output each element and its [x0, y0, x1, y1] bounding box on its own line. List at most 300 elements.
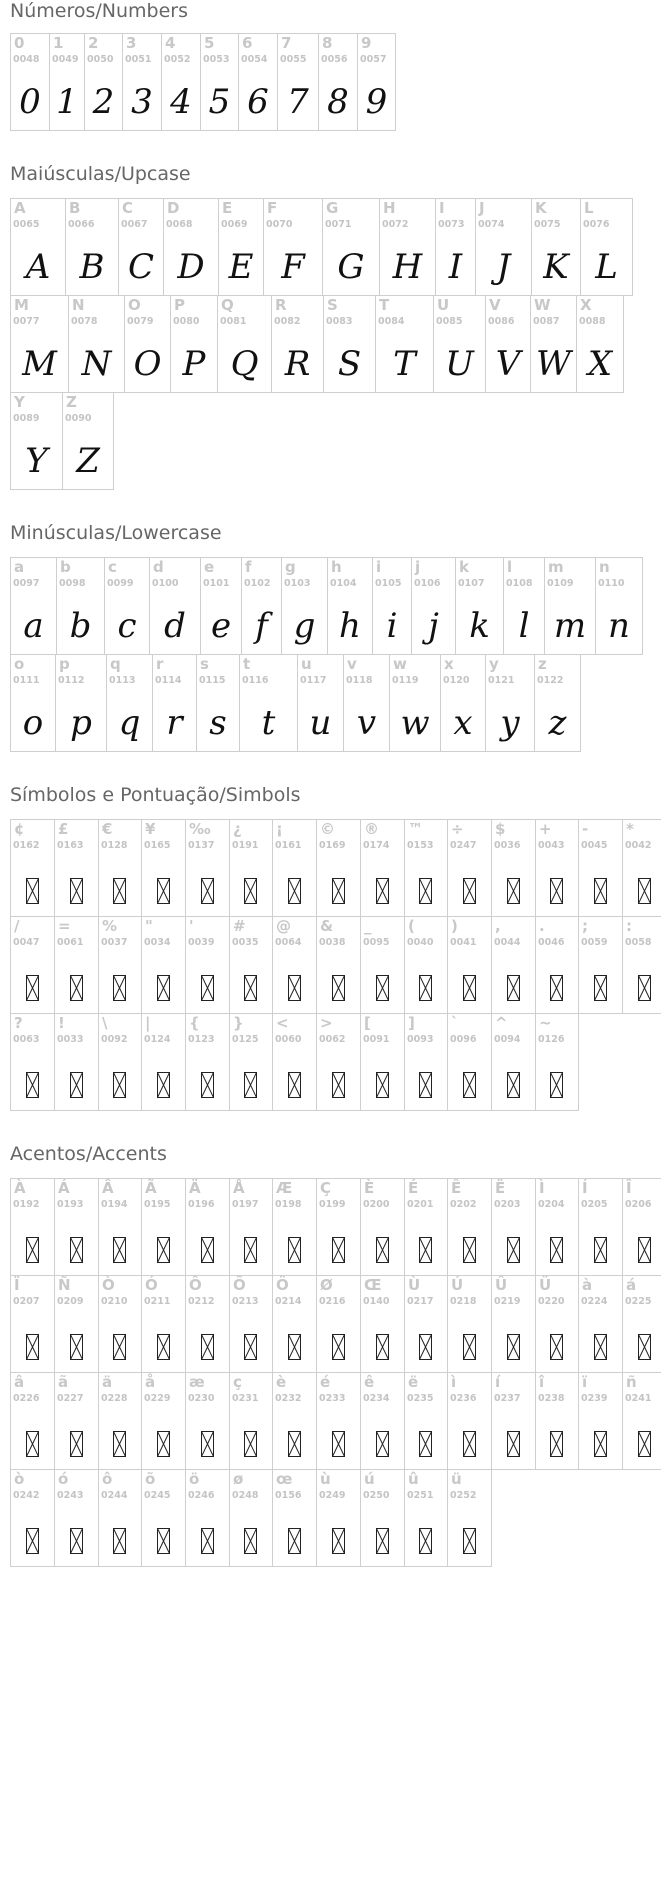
glyph-character-label: ê — [364, 1373, 375, 1391]
glyph-cell — [84, 33, 123, 131]
glyph-cell — [272, 819, 317, 917]
glyph-cell — [98, 819, 142, 917]
glyph-code-label: 0100 — [152, 578, 179, 589]
glyph-cell — [323, 295, 376, 393]
missing-glyph-icon — [550, 1237, 563, 1263]
glyph-cell — [535, 819, 579, 917]
glyph-code-label: 0247 — [450, 840, 477, 851]
glyph-code-label: 0044 — [494, 937, 521, 948]
glyph-cell — [196, 654, 240, 752]
glyph-character-label: [ — [364, 1014, 371, 1032]
glyph-character-label: ; — [582, 917, 588, 935]
glyph-sample: W — [536, 344, 571, 384]
glyph-character-label: R — [275, 296, 287, 314]
glyph-code-label: 0061 — [57, 937, 84, 948]
glyph-character-label: ö — [189, 1470, 200, 1488]
glyph-character-label: í — [495, 1373, 501, 1391]
glyph-cell — [475, 198, 532, 296]
glyph-cell — [404, 1372, 448, 1470]
glyph-cell — [357, 33, 396, 131]
glyph-cell — [360, 1013, 405, 1111]
glyph-code-label: 0110 — [598, 578, 625, 589]
glyph-character-label: + — [539, 820, 552, 838]
glyph-code-label: 0047 — [13, 937, 40, 948]
glyph-code-label: 0225 — [625, 1296, 652, 1307]
glyph-code-label: 0080 — [173, 316, 200, 327]
glyph-sample: j — [428, 606, 439, 646]
glyph-character-label: - — [582, 820, 589, 838]
glyph-code-label: 0207 — [13, 1296, 40, 1307]
glyph-cell — [404, 1275, 448, 1373]
glyph-character-label: ' — [189, 917, 194, 935]
glyph-sample: 5 — [208, 82, 231, 122]
glyph-code-label: 0126 — [538, 1034, 565, 1045]
missing-glyph-icon — [157, 975, 170, 1001]
glyph-code-label: 0244 — [101, 1490, 128, 1501]
glyph-cell — [411, 557, 456, 655]
glyph-character-label: Ã — [145, 1179, 157, 1197]
glyph-sample: h — [339, 606, 361, 646]
missing-glyph-icon — [507, 1072, 520, 1098]
glyph-cell — [578, 819, 623, 917]
missing-glyph-icon — [332, 878, 345, 904]
glyph-character-label: Ë — [495, 1179, 506, 1197]
missing-glyph-icon — [463, 975, 476, 1001]
glyph-character-label: p — [59, 655, 70, 673]
glyph-sample: I — [448, 247, 463, 287]
glyph-code-label: 0095 — [363, 937, 390, 948]
glyph-cell — [54, 1013, 99, 1111]
glyph-cell — [404, 1013, 448, 1111]
missing-glyph-icon — [244, 1237, 257, 1263]
missing-glyph-icon — [201, 1431, 214, 1457]
glyph-cell — [360, 916, 405, 1014]
glyph-character-label: ü — [451, 1470, 462, 1488]
missing-glyph-icon — [244, 1528, 257, 1554]
glyph-character-label: ô — [102, 1470, 113, 1488]
missing-glyph-icon — [550, 1431, 563, 1457]
glyph-character-label: n — [599, 558, 610, 576]
glyph-cell — [141, 1469, 186, 1567]
glyph-cell — [447, 916, 492, 1014]
glyph-cell — [10, 1178, 55, 1276]
missing-glyph-icon — [113, 975, 126, 1001]
glyph-character-label: ø — [233, 1470, 244, 1488]
glyph-cell — [65, 198, 119, 296]
glyph-code-label: 0060 — [275, 1034, 302, 1045]
glyph-character-label: € — [102, 820, 113, 838]
glyph-cell — [578, 916, 623, 1014]
glyph-character-label: s — [200, 655, 209, 673]
glyph-code-label: 0108 — [506, 578, 533, 589]
glyph-sample: a — [23, 606, 44, 646]
glyph-character-label: J — [479, 199, 485, 217]
missing-glyph-icon — [244, 1334, 257, 1360]
glyph-cell — [141, 1372, 186, 1470]
glyph-sample: E — [228, 247, 254, 287]
glyph-sample: 8 — [327, 82, 349, 122]
glyph-code-label: 0193 — [57, 1199, 84, 1210]
missing-glyph-icon — [376, 1528, 389, 1554]
glyph-cell — [62, 392, 114, 490]
glyph-character-label: C — [122, 199, 134, 217]
glyph-code-label: 0239 — [581, 1393, 608, 1404]
glyph-character-label: õ — [145, 1470, 156, 1488]
missing-glyph-icon — [332, 975, 345, 1001]
glyph-cell — [435, 198, 476, 296]
glyph-cell — [49, 33, 85, 131]
glyph-code-label: 0163 — [57, 840, 84, 851]
glyph-code-label: 0039 — [188, 937, 215, 948]
glyph-character-label: v — [347, 655, 357, 673]
glyph-cell — [141, 916, 186, 1014]
glyph-character-label: 1 — [53, 34, 64, 52]
glyph-cell — [10, 557, 57, 655]
glyph-code-label: 0078 — [71, 316, 98, 327]
glyph-cell — [316, 1013, 361, 1111]
glyph-character-label: ¥ — [145, 820, 156, 838]
glyph-cell — [10, 33, 50, 131]
missing-glyph-icon — [201, 975, 214, 1001]
missing-glyph-icon — [157, 878, 170, 904]
glyph-code-label: 0248 — [232, 1490, 259, 1501]
glyph-code-label: 0206 — [625, 1199, 652, 1210]
glyph-code-label: 0122 — [537, 675, 564, 686]
missing-glyph-icon — [594, 1431, 607, 1457]
glyph-code-label: 0237 — [494, 1393, 521, 1404]
glyph-code-label: 0191 — [232, 840, 259, 851]
glyph-character-label: Œ — [364, 1276, 382, 1294]
missing-glyph-icon — [507, 975, 520, 1001]
glyph-code-label: 0057 — [360, 54, 387, 65]
glyph-code-label: 0041 — [450, 937, 477, 948]
missing-glyph-icon — [244, 975, 257, 1001]
missing-glyph-icon — [463, 1431, 476, 1457]
glyph-code-label: 0111 — [13, 675, 40, 686]
glyph-character-label: ÷ — [451, 820, 464, 838]
glyph-row — [10, 1178, 661, 1276]
missing-glyph-icon — [288, 1072, 301, 1098]
glyph-code-label: 0063 — [13, 1034, 40, 1045]
section-title-acentos-accents: Acentos/Accents — [10, 1143, 167, 1165]
glyph-character-label: ® — [364, 820, 379, 838]
glyph-cell — [404, 819, 448, 917]
glyph-code-label: 0105 — [375, 578, 402, 589]
glyph-cell — [622, 916, 661, 1014]
glyph-code-label: 0085 — [436, 316, 463, 327]
glyph-code-label: 0043 — [538, 840, 565, 851]
missing-glyph-icon — [113, 1072, 126, 1098]
missing-glyph-icon — [113, 1334, 126, 1360]
glyph-code-label: 0209 — [57, 1296, 84, 1307]
glyph-code-label: 0086 — [488, 316, 515, 327]
glyph-character-label: é — [320, 1373, 331, 1391]
glyph-code-label: 0231 — [232, 1393, 259, 1404]
missing-glyph-icon — [550, 975, 563, 1001]
missing-glyph-icon — [113, 1237, 126, 1263]
glyph-character-label: Ò — [102, 1276, 115, 1294]
glyph-code-label: 0101 — [203, 578, 230, 589]
glyph-code-label: 0251 — [407, 1490, 434, 1501]
glyph-character-label: x — [444, 655, 454, 673]
glyph-code-label: 0241 — [625, 1393, 652, 1404]
glyph-sample: U — [445, 344, 474, 384]
glyph-character-label: , — [495, 917, 501, 935]
glyph-character-label: e — [204, 558, 215, 576]
glyph-code-label: 0102 — [244, 578, 271, 589]
missing-glyph-icon — [70, 1237, 83, 1263]
glyph-code-label: 0153 — [407, 840, 434, 851]
missing-glyph-icon — [157, 1334, 170, 1360]
glyph-sample: b — [69, 606, 92, 646]
glyph-sample: L — [595, 247, 618, 287]
glyph-cell — [272, 916, 317, 1014]
missing-glyph-icon — [507, 1334, 520, 1360]
glyph-code-label: 0229 — [144, 1393, 171, 1404]
missing-glyph-icon — [419, 1528, 432, 1554]
glyph-character-label: } — [233, 1014, 244, 1032]
glyph-cell — [271, 295, 324, 393]
glyph-cell — [98, 1013, 142, 1111]
glyph-code-label: 0092 — [101, 1034, 128, 1045]
glyph-row — [10, 33, 395, 131]
glyph-cell — [360, 1178, 405, 1276]
glyph-code-label: 0242 — [13, 1490, 40, 1501]
missing-glyph-icon — [157, 1237, 170, 1263]
glyph-code-label: 0194 — [101, 1199, 128, 1210]
glyph-cell — [447, 1013, 492, 1111]
missing-glyph-icon — [157, 1072, 170, 1098]
glyph-code-label: 0203 — [494, 1199, 521, 1210]
glyph-code-label: 0114 — [155, 675, 182, 686]
glyph-character-label: d — [153, 558, 164, 576]
missing-glyph-icon — [463, 1237, 476, 1263]
glyph-cell — [229, 819, 273, 917]
glyph-code-label: 0049 — [52, 54, 79, 65]
missing-glyph-icon — [419, 1334, 432, 1360]
glyph-cell — [54, 819, 99, 917]
glyph-cell — [389, 654, 441, 752]
glyph-cell — [455, 557, 504, 655]
glyph-sample: S — [337, 344, 362, 384]
glyph-character-label: ? — [14, 1014, 23, 1032]
glyph-code-label: 0074 — [478, 219, 505, 230]
glyph-cell — [485, 654, 535, 752]
glyph-character-label: ï — [582, 1373, 588, 1391]
glyph-cell — [185, 916, 230, 1014]
glyph-cell — [578, 1178, 623, 1276]
glyph-code-label: 0243 — [57, 1490, 84, 1501]
glyph-code-label: 0084 — [378, 316, 405, 327]
missing-glyph-icon — [157, 1431, 170, 1457]
glyph-character-label: H — [383, 199, 396, 217]
missing-glyph-icon — [638, 1431, 651, 1457]
glyph-code-label: 0099 — [107, 578, 134, 589]
glyph-sample: O — [133, 344, 162, 384]
glyph-character-label: b — [60, 558, 71, 576]
glyph-cell — [229, 1469, 273, 1567]
glyph-code-label: 0128 — [101, 840, 128, 851]
glyph-character-label: = — [58, 917, 71, 935]
glyph-sample: n — [608, 606, 630, 646]
glyph-cell — [241, 557, 282, 655]
glyph-cell — [535, 1178, 579, 1276]
glyph-character-label: V — [489, 296, 501, 314]
glyph-character-label: Ñ — [58, 1276, 71, 1294]
missing-glyph-icon — [376, 1072, 389, 1098]
glyph-cell — [54, 1275, 99, 1373]
glyph-code-label: 0075 — [534, 219, 561, 230]
glyph-code-label: 0224 — [581, 1296, 608, 1307]
glyph-code-label: 0037 — [101, 937, 128, 948]
missing-glyph-icon — [638, 1237, 651, 1263]
glyph-row — [10, 557, 642, 655]
glyph-code-label: 0204 — [538, 1199, 565, 1210]
missing-glyph-icon — [244, 1072, 257, 1098]
missing-glyph-icon — [201, 1072, 214, 1098]
glyph-character-label: ó — [58, 1470, 69, 1488]
glyph-code-label: 0040 — [407, 937, 434, 948]
glyph-code-label: 0106 — [414, 578, 441, 589]
glyph-cell — [360, 819, 405, 917]
missing-glyph-icon — [376, 1237, 389, 1263]
glyph-code-label: 0042 — [625, 840, 652, 851]
glyph-character-label: 7 — [281, 34, 292, 52]
missing-glyph-icon — [463, 1072, 476, 1098]
glyph-code-label: 0068 — [166, 219, 193, 230]
glyph-cell — [54, 1178, 99, 1276]
glyph-sample: s — [209, 703, 227, 743]
glyph-cell — [578, 1275, 623, 1373]
glyph-code-label: 0070 — [266, 219, 293, 230]
glyph-cell — [218, 198, 264, 296]
missing-glyph-icon — [332, 1431, 345, 1457]
glyph-code-label: 0116 — [242, 675, 269, 686]
glyph-sample: X — [587, 344, 613, 384]
glyph-character-label: c — [108, 558, 117, 576]
glyph-character-label: k — [459, 558, 469, 576]
glyph-cell — [447, 1178, 492, 1276]
glyph-code-label: 0091 — [363, 1034, 390, 1045]
glyph-character-label: Ì — [539, 1179, 545, 1197]
missing-glyph-icon — [419, 1431, 432, 1457]
glyph-character-label: l — [507, 558, 513, 576]
glyph-code-label: 0197 — [232, 1199, 259, 1210]
glyph-sample: w — [400, 703, 430, 743]
glyph-cell — [578, 1372, 623, 1470]
missing-glyph-icon — [594, 878, 607, 904]
missing-glyph-icon — [332, 1528, 345, 1554]
glyph-character-label: u — [301, 655, 312, 673]
glyph-code-label: 0210 — [101, 1296, 128, 1307]
missing-glyph-icon — [638, 1334, 651, 1360]
glyph-cell — [217, 295, 272, 393]
glyph-cell — [503, 557, 545, 655]
glyph-cell — [98, 1275, 142, 1373]
glyph-sample: m — [553, 606, 587, 646]
glyph-code-label: 0205 — [581, 1199, 608, 1210]
glyph-code-label: 0096 — [450, 1034, 477, 1045]
glyph-code-label: 0137 — [188, 840, 215, 851]
glyph-code-label: 0109 — [547, 578, 574, 589]
missing-glyph-icon — [376, 878, 389, 904]
glyph-character-label: Õ — [233, 1276, 246, 1294]
glyph-character-label: å — [145, 1373, 156, 1391]
glyph-row — [10, 295, 623, 393]
missing-glyph-icon — [26, 878, 39, 904]
glyph-cell — [163, 198, 219, 296]
glyph-cell — [141, 1013, 186, 1111]
missing-glyph-icon — [201, 1334, 214, 1360]
glyph-code-label: 0238 — [538, 1393, 565, 1404]
missing-glyph-icon — [550, 1072, 563, 1098]
glyph-cell — [239, 654, 298, 752]
glyph-cell — [360, 1372, 405, 1470]
glyph-cell — [263, 198, 323, 296]
glyph-character-label: Ê — [451, 1179, 462, 1197]
glyph-character-label: ‰ — [189, 820, 211, 838]
glyph-code-label: 0113 — [109, 675, 136, 686]
glyph-code-label: 0033 — [57, 1034, 84, 1045]
glyph-cell — [10, 295, 69, 393]
glyph-character-label: : — [626, 917, 632, 935]
glyph-character-label: N — [72, 296, 85, 314]
glyph-character-label: / — [14, 917, 20, 935]
missing-glyph-icon — [507, 1237, 520, 1263]
glyph-cell — [535, 916, 579, 1014]
glyph-cell — [272, 1013, 317, 1111]
glyph-character-label: ~ — [539, 1014, 552, 1032]
glyph-sample: 7 — [287, 82, 309, 122]
glyph-cell — [170, 295, 218, 393]
missing-glyph-icon — [70, 1528, 83, 1554]
glyph-code-label: 0140 — [363, 1296, 390, 1307]
glyph-code-label: 0046 — [538, 937, 565, 948]
glyph-character-label: É — [408, 1179, 419, 1197]
glyph-cell — [185, 1469, 230, 1567]
glyph-character-label: ¡ — [276, 820, 283, 838]
missing-glyph-icon — [419, 1237, 432, 1263]
missing-glyph-icon — [26, 975, 39, 1001]
glyph-sample: T — [393, 344, 416, 384]
glyph-code-label: 0069 — [221, 219, 248, 230]
glyph-cell — [316, 1275, 361, 1373]
glyph-code-label: 0121 — [488, 675, 515, 686]
missing-glyph-icon — [201, 1237, 214, 1263]
glyph-code-label: 0249 — [319, 1490, 346, 1501]
glyph-code-label: 0211 — [144, 1296, 171, 1307]
glyph-code-label: 0054 — [241, 54, 268, 65]
glyph-code-label: 0062 — [319, 1034, 346, 1045]
missing-glyph-icon — [507, 1431, 520, 1457]
glyph-cell — [124, 295, 171, 393]
glyph-sample: e — [210, 606, 232, 646]
glyph-cell — [622, 1372, 661, 1470]
glyph-cell — [534, 654, 581, 752]
glyph-character-label: m — [548, 558, 564, 576]
glyph-character-label: 2 — [88, 34, 99, 52]
glyph-sample: p — [70, 703, 92, 743]
glyph-character-label: @ — [276, 917, 291, 935]
glyph-character-label: ú — [364, 1470, 375, 1488]
glyph-cell — [360, 1469, 405, 1567]
glyph-cell — [447, 1469, 492, 1567]
missing-glyph-icon — [70, 878, 83, 904]
glyph-cell — [535, 1013, 579, 1111]
glyph-cell — [272, 1372, 317, 1470]
glyph-character-label: Y — [14, 393, 25, 411]
glyph-code-label: 0098 — [59, 578, 86, 589]
